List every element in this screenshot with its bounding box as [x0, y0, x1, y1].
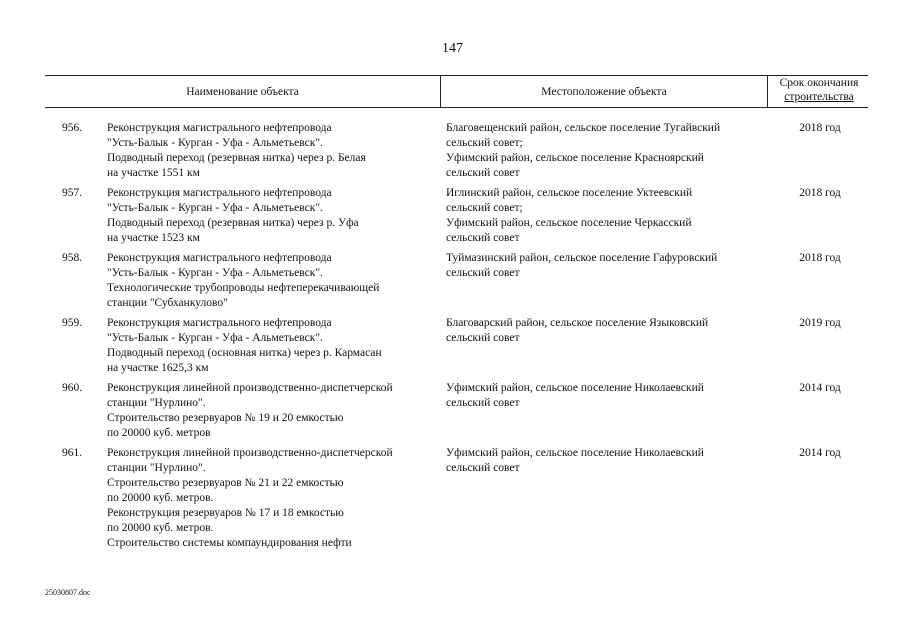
row-object-name: Реконструкция магистрального нефтепровода "Усть-Балык - Курган - Уфа - Альметьевск". Подводный переход (основная нитка) через р. Кармасан на участке 1625,3 км [107, 317, 382, 374]
row-object-name: Реконструкция магистрального нефтепровода "Усть-Балык - Курган - Уфа - Альметьевск". Технологические трубопроводы нефтеперекачивающей станции "Субханкулово" [107, 252, 380, 309]
row-number: 958. [62, 252, 83, 264]
table-top-rule [45, 75, 868, 76]
row-object-name: Реконструкция линейной производственно-диспетчерской станции "Нурлино". Строительство резервуаров № 21 и 22 емкостью по 20000 куб. метров. Реконструкция резервуаров № 17 и 18 емкостью по 20000 куб. метров. Строительство системы компаундирования нефти [107, 447, 393, 549]
header-deadline-line1: Срок окончания [779, 77, 859, 89]
header-deadline-line2: строительства [784, 91, 854, 103]
row-deadline: 2018 год [799, 122, 841, 134]
row-object-location: Благоварский район, сельское поселение Языковский сельский совет [446, 317, 709, 344]
row-number: 959. [62, 317, 83, 329]
row-deadline: 2014 год [799, 447, 841, 459]
row-object-name: Реконструкция магистрального нефтепровода "Усть-Балык - Курган - Уфа - Альметьевск". Подводный переход (резервная нитка) через р. Белая на участке 1551 км [107, 122, 366, 179]
row-number: 956. [62, 122, 83, 134]
row-object-location: Уфимский район, сельское поселение Николаевский сельский совет [446, 382, 704, 409]
row-deadline: 2018 год [799, 252, 841, 264]
page-number: 147 [442, 41, 463, 56]
row-object-location: Туймазинский район, сельское поселение Гафуровский сельский совет [446, 252, 718, 279]
row-number: 957. [62, 187, 83, 199]
row-deadline: 2018 год [799, 187, 841, 199]
table-header-bottom-rule [45, 107, 868, 108]
row-number: 961. [62, 447, 83, 459]
row-object-location: Уфимский район, сельское поселение Николаевский сельский совет [446, 447, 704, 474]
row-object-name: Реконструкция магистрального нефтепровода "Усть-Балык - Курган - Уфа - Альметьевск". Подводный переход (резервная нитка) через р. Уфа на участке 1523 км [107, 187, 359, 244]
row-object-location: Благовещенский район, сельское поселение Тугайвский сельский совет; Уфимский район, сельское поселение Красноярский сельский совет [446, 122, 721, 179]
row-object-name: Реконструкция линейной производственно-диспетчерской станции "Нурлино". Строительство резервуаров № 19 и 20 емкостью по 20000 куб. метров [107, 382, 393, 439]
row-number: 960. [62, 382, 83, 394]
row-object-location: Иглинский район, сельское поселение Уктеевский сельский совет; Уфимский район, сельское поселение Черкасский сельский совет [446, 187, 693, 244]
document-filename: 25030807.doc [45, 588, 91, 597]
header-object-location: Местоположение объекта [541, 86, 667, 98]
row-deadline: 2014 год [799, 382, 841, 394]
row-deadline: 2019 год [799, 317, 841, 329]
header-object-name: Наименование объекта [186, 86, 299, 98]
